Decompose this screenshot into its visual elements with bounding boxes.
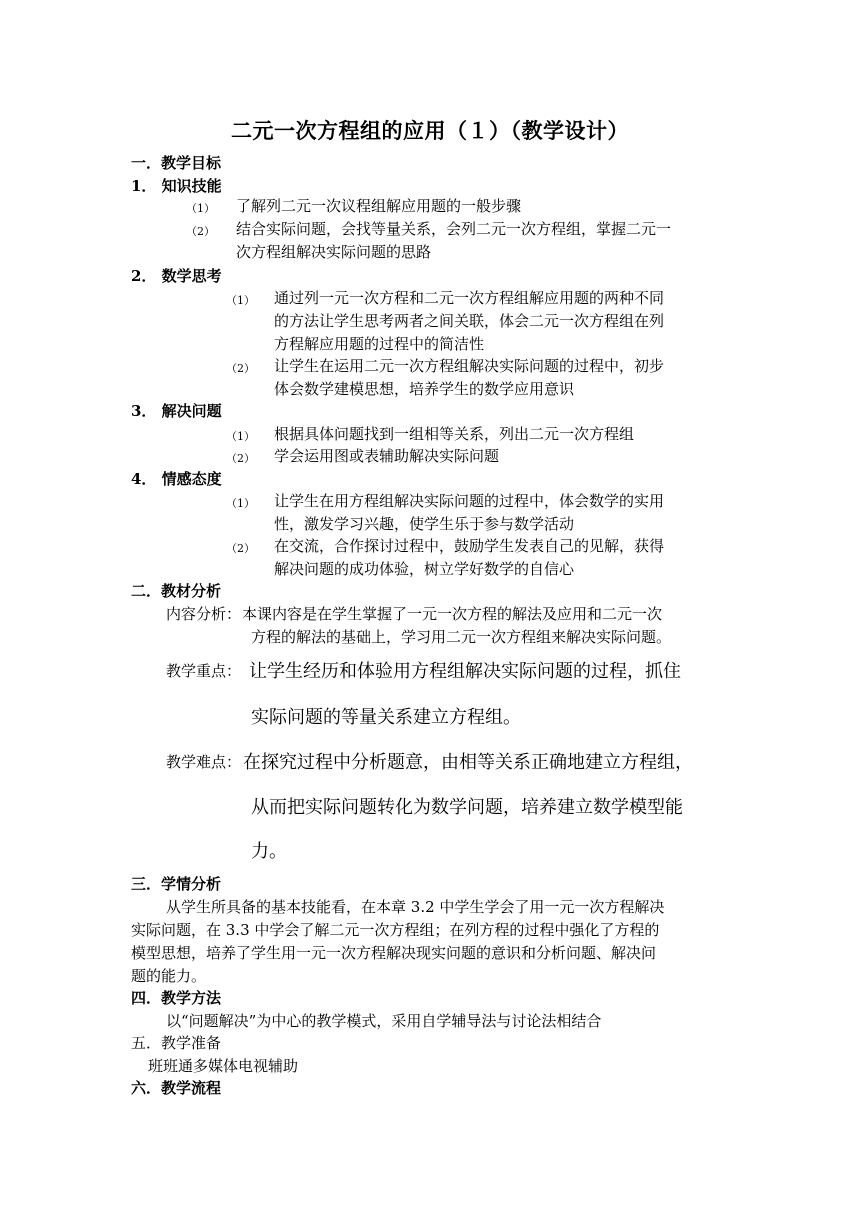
section-heading-method: 四．教学方法: [131, 989, 222, 1007]
item-text: 体会数学建模思想，培养学生的数学应用意识: [274, 380, 575, 398]
item-text: 结合实际问题，会找等量关系，会列二元一次方程组，掌握二元一: [236, 220, 672, 238]
students-text: 实际问题，在 3.3 中学会了解二元一次方程组；在列方程的过程中强化了方程的: [131, 921, 660, 939]
item-text: 让学生在用方程组解决实际问题的过程中，体会数学的实用: [274, 492, 665, 510]
item-number: （1）: [226, 430, 255, 443]
item-text: 的方法让学生思考两者之间关联，体会二元一次方程组在列: [274, 312, 665, 330]
item-text: 了解列二元一次议程组解应用题的一般步骤: [236, 197, 522, 215]
key-point-text: 实际问题的等量关系建立方程组。: [251, 707, 521, 728]
section-heading-preparation: 五．教学准备: [131, 1034, 222, 1052]
students-text: 从学生所具备的基本技能看，在本章 3.2 中学生学会了用一元一次方程解决: [166, 898, 665, 916]
item-text: 根据具体问题找到一组相等关系，列出二元一次方程组: [274, 425, 635, 443]
item-number: （2）: [226, 452, 255, 465]
item-number: （2）: [186, 225, 215, 238]
students-text: 模型思想，培养了学生用一元一次方程解决现实问题的意识和分析问题、解决问: [131, 944, 657, 962]
item-text: 方程解应用题的过程中的简洁性: [274, 335, 485, 353]
students-text: 题的能力。: [131, 967, 207, 985]
item-text: 通过列一元一次方程和二元一次方程组解应用题的两种不同: [274, 289, 665, 307]
difficulty-text: 从而把实际问题转化为数学问题，培养建立数学模型能: [251, 797, 683, 818]
content-analysis-text: 方程的解法的基础上，学习用二元一次方程组来解决实际问题。: [251, 628, 672, 646]
item-text: 学会运用图或表辅助解决实际问题: [274, 447, 500, 465]
subheading-problem-solving: 3． 解决问题: [131, 402, 222, 420]
item-number: （2）: [226, 542, 255, 555]
subheading-attitude: 4． 情感态度: [131, 470, 222, 488]
item-text: 解决问题的成功体验，树立学好数学的自信心: [274, 560, 575, 578]
method-text: 以“问题解决”为中心的教学模式，采用自学辅导法与讨论法相结合: [166, 1012, 602, 1030]
item-text: 次方程组解决实际问题的思路: [236, 243, 432, 261]
item-number: （2）: [226, 362, 255, 375]
subheading-knowledge: 1． 知识技能: [131, 177, 222, 195]
key-point-text: 让学生经历和体验用方程组解决实际问题的过程，抓住: [249, 661, 681, 682]
item-number: （1）: [226, 497, 255, 510]
page-title: 二元一次方程组的应用（１）（教学设计）: [231, 118, 629, 143]
item-number: （1）: [186, 202, 215, 215]
item-text: 性，激发学习兴趣，使学生乐于参与数学活动: [274, 515, 575, 533]
content-analysis-text: 本课内容是在学生掌握了一元一次方程的解法及应用和二元一次: [242, 605, 663, 623]
content-analysis-label: 内容分析：: [166, 605, 242, 623]
section-heading-material: 二．教材分析: [131, 582, 222, 600]
subheading-math-thinking: 2． 数学思考: [131, 267, 222, 285]
key-point-label: 教学重点：: [166, 662, 242, 680]
section-heading-goals: 一．教学目标: [131, 154, 222, 172]
item-text: 在交流，合作探讨过程中，鼓励学生发表自己的见解，获得: [274, 537, 665, 555]
difficulty-text: 在探究过程中分析题意，由相等关系正确地建立方程组，: [243, 752, 693, 773]
item-number: （1）: [226, 294, 255, 307]
preparation-text: 班班通多媒体电视辅助: [148, 1057, 299, 1075]
item-text: 让学生在运用二元一次方程组解决实际问题的过程中，初步: [274, 357, 665, 375]
difficulty-text: 力。: [251, 841, 287, 862]
difficulty-label: 教学难点：: [166, 753, 242, 771]
section-heading-process: 六．教学流程: [131, 1079, 222, 1097]
section-heading-students: 三．学情分析: [131, 875, 222, 893]
